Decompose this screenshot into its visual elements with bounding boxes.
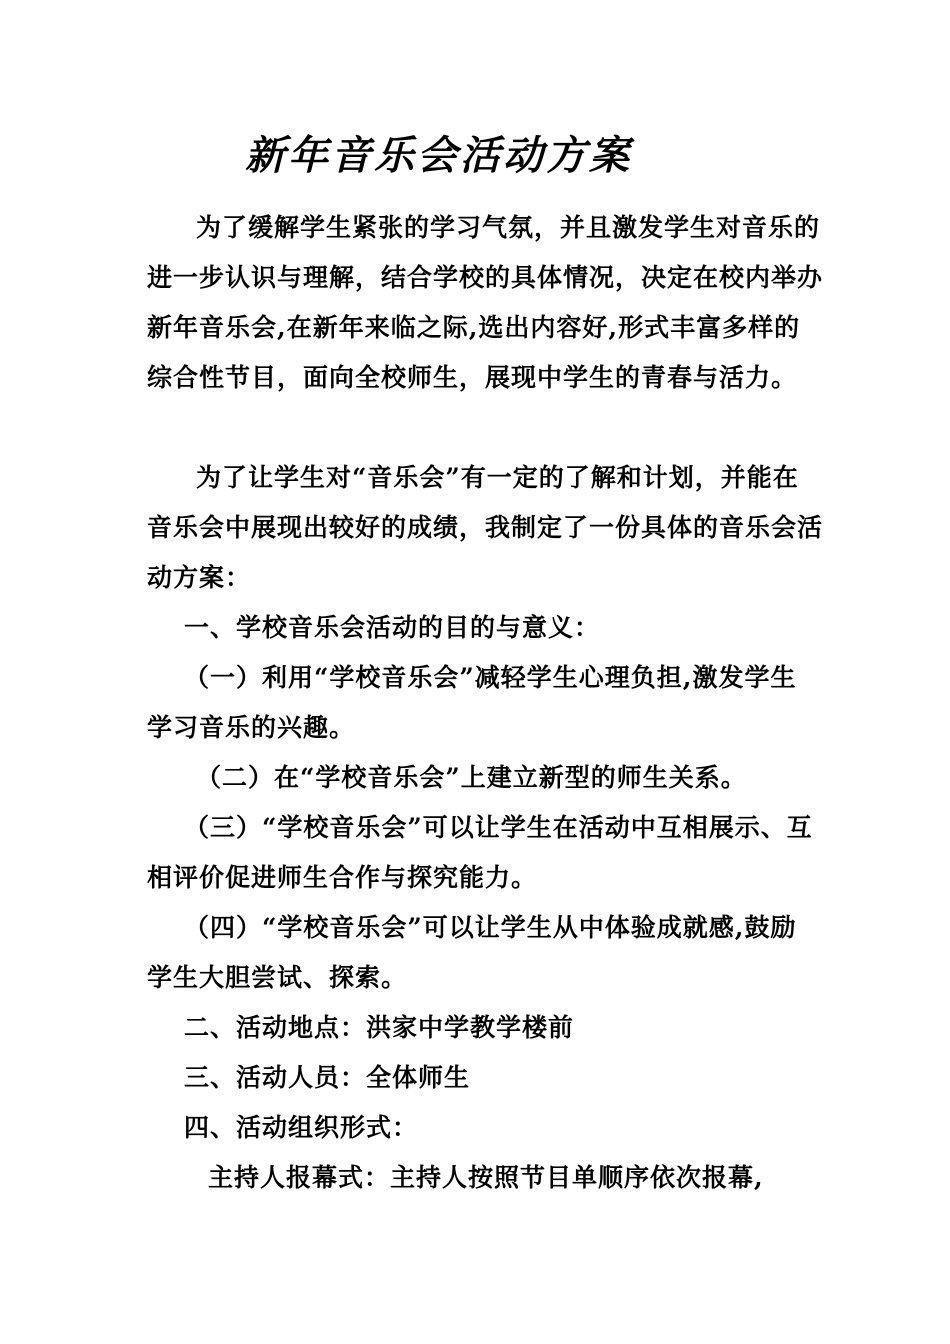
paragraph-line: 为了让学生对“音乐会”有一定的了解和计划，并能在: [196, 463, 799, 492]
paragraph-line: 进一步认识与理解，结合学校的具体情况，决定在校内举办: [147, 263, 824, 292]
paragraph-line: 综合性节目，面向全校师生，展现中学生的青春与活力。: [147, 363, 798, 392]
list-item: （三）“学校音乐会”可以让学生在活动中互相展示、互: [184, 813, 813, 842]
list-item-continuation: 学习音乐的兴趣。: [147, 713, 356, 742]
list-item: （二）在“学校音乐会”上建立新型的师生关系。: [196, 763, 747, 792]
document-title: 新年音乐会活动方案: [245, 132, 632, 179]
paragraph-line: 动方案：: [147, 563, 252, 592]
section-heading: 一、学校音乐会活动的目的与意义：: [184, 613, 601, 642]
paragraph-line: 主持人报幕式：主持人按照节目单顺序依次报幕,: [208, 1163, 764, 1192]
section-heading: 二、活动地点：洪家中学教学楼前: [184, 1013, 575, 1042]
list-item-continuation: 相评价促进师生合作与探究能力。: [147, 863, 538, 892]
paragraph-line: 新年音乐会,在新年来临之际,选出内容好,形式丰富多样的: [147, 313, 801, 342]
section-heading: 四、活动组织形式：: [184, 1113, 419, 1142]
list-item: （一）利用“学校音乐会”减轻学生心理负担,激发学生: [184, 663, 797, 692]
paragraph-line: 为了缓解学生紧张的学习气氛，并且激发学生对音乐的: [196, 213, 821, 242]
section-heading: 三、活动人员：全体师生: [184, 1063, 471, 1092]
list-item: （四）“学校音乐会”可以让学生从中体验成就感,鼓励: [184, 913, 797, 942]
list-item-continuation: 学生大胆尝试、探索。: [147, 963, 408, 992]
paragraph-line: 音乐会中展现出较好的成绩，我制定了一份具体的音乐会活: [147, 513, 824, 542]
